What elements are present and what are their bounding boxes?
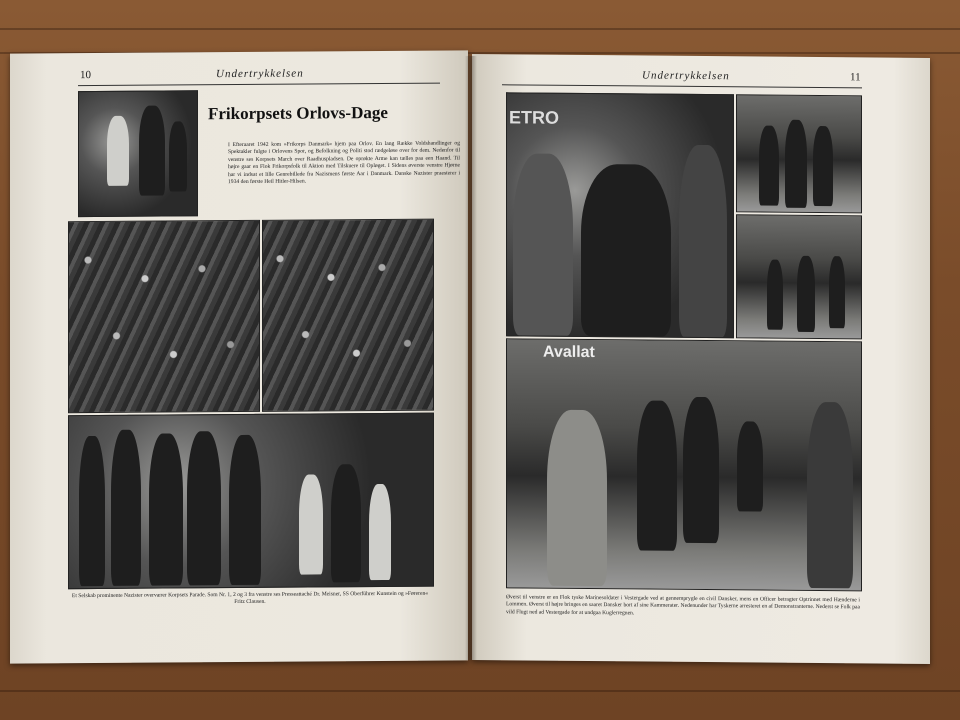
book-gutter	[465, 56, 477, 660]
photo-march-raadhuspladsen	[68, 220, 260, 413]
right-caption: Øverst til venstre er en Flok tyske Marinesoldater i Vestergade ved at gennemprygle en civil Dansker, mens en Officer betragter Optrinnet med Hænderne i Lommen. Øverst til højre bringes en saaret Dansker bort af sine Kammerater. Nedenunder har Tyskerne arresteret en af Demonstranterne. Nederst se Folk paa vild Flugt ned ad Vestergade for at undgaa Kuglerregnen.	[506, 594, 860, 617]
running-head-left: Undertrykkelsen	[216, 67, 304, 81]
article-title: Frikorpsets Orlovs-Dage	[208, 102, 388, 124]
shop-sign: Avallat	[543, 343, 595, 362]
left-page	[10, 50, 468, 663]
photo-nazi-officials	[68, 413, 434, 590]
photo-arrested-demonstrator	[736, 214, 862, 339]
photo-frikorps-crowd	[262, 219, 434, 412]
intro-paragraph: I Efteraaret 1942 kom »Frikorps Danmark« hjem paa Orlov. En lang Række Voldshandlinger og Spektakler fulgte i Orlovens Spor, og Befolkning og Politi stod rædgeløse over for dem. Nedenfor til venstre ses Korpsets March over Raadhuspladsen. De oprøkte Arme kan tælles paa een Haand. Til højre gaar en Flok Frikorpsfolk til Aktion med Tilskuere til Opløget. I Sidens øverste venstre Hjørne har vi indsat et lille Genrebillede fra Nazismens første Aar i Danmark. Danske Nazister praesterer i 1934 den første Heil Hitler-Hilsen.	[228, 140, 460, 186]
page-number-left: 10	[80, 69, 91, 82]
header-rule-left	[78, 83, 440, 87]
photo-flight-down-vestergade	[506, 338, 862, 591]
storefront-sign: ETRO	[509, 107, 560, 128]
running-head-right: Undertrykkelsen	[642, 69, 730, 83]
photo-heil-hitler-1934	[78, 90, 198, 217]
right-page	[472, 54, 930, 664]
open-magazine	[10, 48, 930, 664]
header-rule-right	[502, 84, 862, 88]
left-caption: Et Selskab prominente Nazister overværer Korpsets Parade. Som Nr. 1, 2 og 3 fra venstre ses Presseattaché Dr. Meisner, SS Oberführer Kunstein og »Føreren« Fritz Clausen.	[71, 590, 429, 606]
photo-marines-beating-civilian	[506, 92, 734, 338]
photo-wounded-dane	[736, 94, 862, 213]
page-number-right: 11	[850, 71, 861, 84]
